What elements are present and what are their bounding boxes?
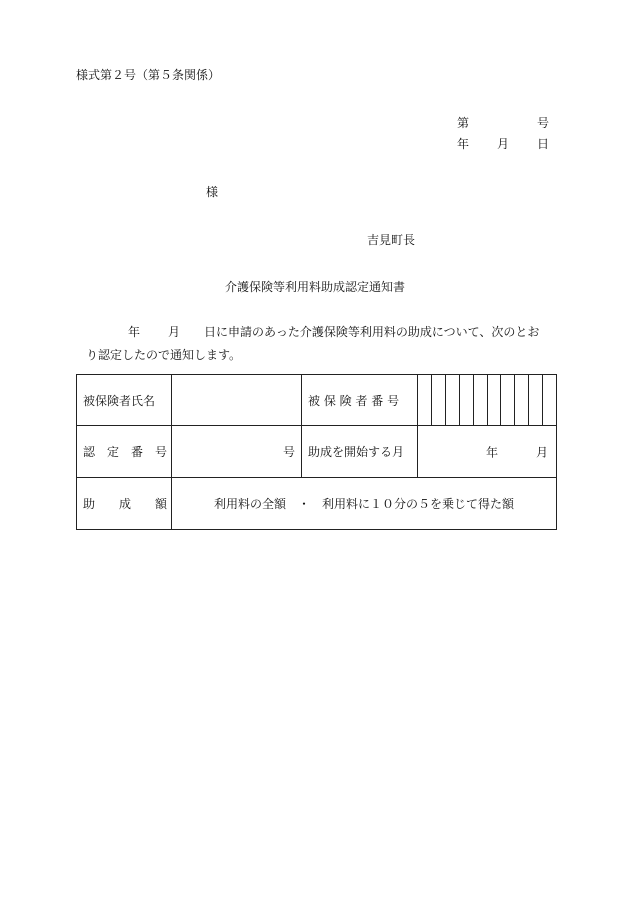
digit-box[interactable] <box>514 375 528 425</box>
digit-box[interactable] <box>500 375 514 425</box>
cert-number-field[interactable]: 号 <box>172 426 302 478</box>
insured-number-boxes <box>418 375 556 425</box>
insured-name-label: 被保険者氏名 <box>77 375 172 426</box>
digit-box[interactable] <box>473 375 487 425</box>
issuer-name: 吉見町長 <box>367 233 416 247</box>
insured-name-field[interactable] <box>172 375 302 426</box>
digit-box[interactable] <box>487 375 501 425</box>
cert-number-label: 認 定 番 号 <box>77 426 172 478</box>
insured-number-field[interactable] <box>418 375 557 426</box>
body-text-line-2: り認定したので通知します。 <box>86 348 242 362</box>
start-year-unit: 年 <box>486 445 499 459</box>
issue-date-day: 日 <box>537 137 550 151</box>
start-month-field[interactable] <box>418 426 557 478</box>
digit-box[interactable] <box>542 375 556 425</box>
table-row <box>77 375 557 426</box>
certification-table <box>76 374 557 530</box>
document-title: 介護保険等利用料助成認定通知書 <box>224 280 405 294</box>
document-number-prefix: 第 <box>457 116 470 130</box>
table-row <box>77 478 557 530</box>
issue-date-year: 年 <box>457 137 470 151</box>
amount-options[interactable]: 利用料の全額 ・ 利用料に１０分の５を乗じて得た額 <box>172 478 557 530</box>
digit-box[interactable] <box>418 375 431 425</box>
start-month-label: 助成を開始する月 <box>302 426 418 478</box>
digit-box[interactable] <box>459 375 473 425</box>
addressee-honorific: 様 <box>206 185 219 199</box>
insured-number-label: 被 保 険 者 番 号 <box>302 375 418 426</box>
form-number: 様式第２号（第５条関係） <box>76 68 221 82</box>
table-row <box>77 426 557 478</box>
amount-label: 助 成 額 <box>77 478 172 530</box>
body-year: 年 <box>128 325 141 339</box>
document-number-suffix: 号 <box>537 116 550 130</box>
digit-box[interactable] <box>445 375 459 425</box>
body-text-1: 日に申請のあった介護保険等利用料の助成について、次のとお <box>204 325 540 339</box>
digit-box[interactable] <box>528 375 542 425</box>
issue-date-month: 月 <box>497 137 510 151</box>
digit-box[interactable] <box>431 375 445 425</box>
start-month-unit: 月 <box>535 445 548 459</box>
body-text-line-1 <box>76 326 556 338</box>
body-month: 月 <box>168 325 181 339</box>
